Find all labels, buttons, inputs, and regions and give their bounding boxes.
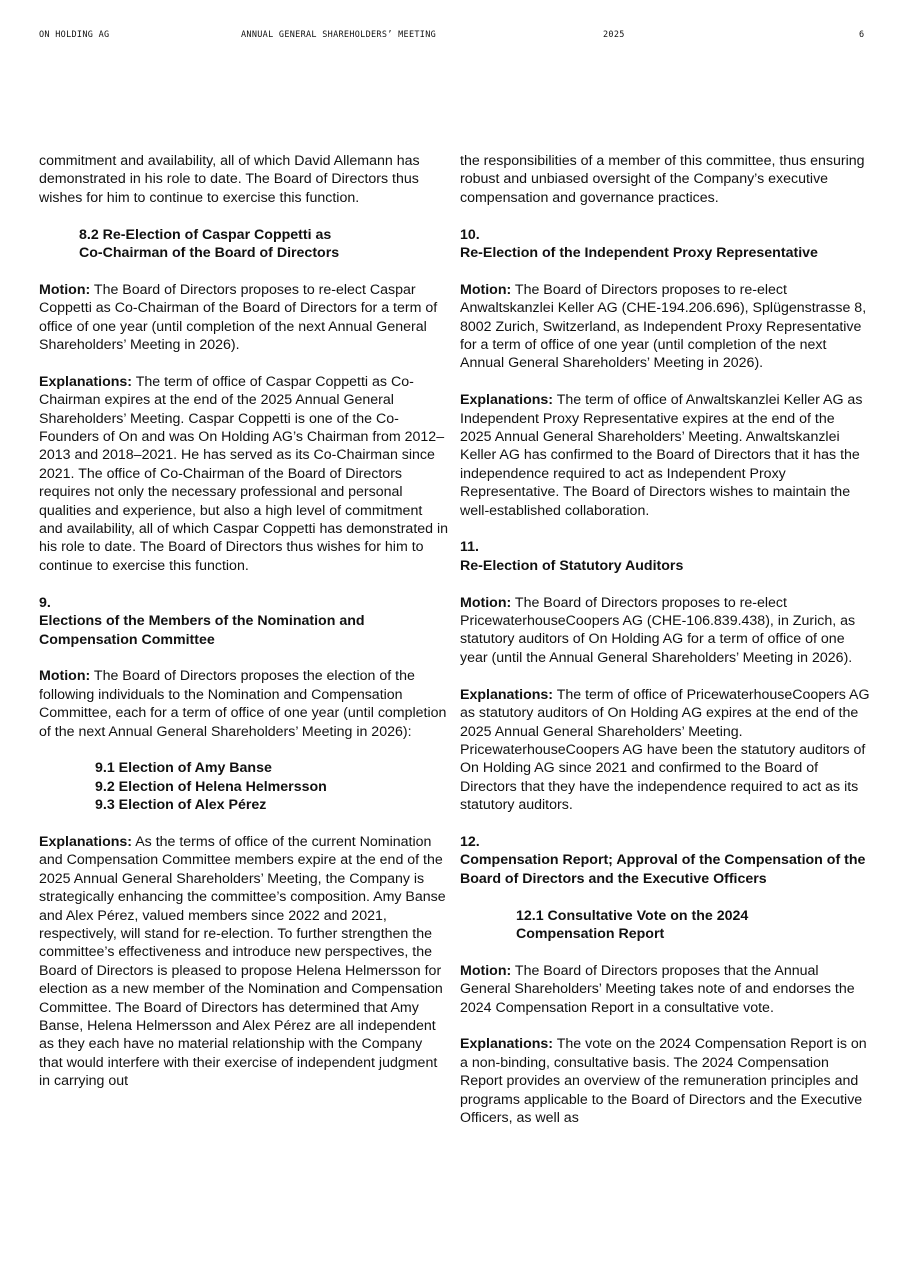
page-number: 6 (859, 30, 865, 40)
section-10-title: Re-Election of the Independent Proxy Representative (460, 245, 818, 262)
header-year: 2025 (603, 30, 625, 40)
list-item: 9.2 Election of Helena Helmersson (95, 778, 327, 795)
section-10-heading (460, 226, 870, 263)
section-9-election-list (95, 759, 449, 814)
section-11-number: 11. (460, 539, 479, 556)
section-11-heading (460, 538, 870, 575)
section-10-motion: Motion: The Board of Directors proposes to re-elect Anwaltskanzlei Keller AG (CHE-194.206.696), Splügenstrasse 8, 8002 Zurich, Switzerland, as Independent Proxy Representative for a term of office of one year (until completion of the next Annual General Shareholders’ Meeting in 2026). (460, 281, 867, 372)
section-12-explanations: Explanations: The vote on the 2024 Compensation Report is on a non-binding, consultative basis. The 2024 Compensation Report provides an overview of the remuneration principles and programs applicable to the Board of Directors and the Executive Officers, as well as (460, 1036, 867, 1126)
section-8-2-heading: 8.2 Re-Election of Caspar Coppetti as Co-Chairman of the Board of Directors (79, 226, 340, 262)
left-column (39, 152, 449, 1109)
section-10-number: 10. (460, 226, 480, 243)
header-company: ON HOLDING AG (39, 30, 110, 40)
section-9-title: Elections of the Members of the Nomination and Compensation Committee (39, 613, 365, 648)
section-11-explanations: Explanations: The term of office of PricewaterhouseCoopers AG as statutory auditors of On Holding AG expires at the end of the 2025 Annual General Shareholders’ Meeting. PricewaterhouseCoopers AG have been the statutory auditors of On Holding AG since 2021 and confirmed to the Board of Directors that they have the independence required to act as its statutory auditors. (460, 686, 870, 814)
list-item: 9.3 Election of Alex Pérez (95, 797, 267, 814)
section-12-1-heading: 12.1 Consultative Vote on the 2024 Compensation Report (516, 907, 749, 942)
section-9-explanations: Explanations: As the terms of office of the current Nomination and Compensation Committee members expire at the end of the 2025 Annual General Shareholders’ Meeting, the Company is strategically enhancing the committee’s composition. Amy Banse and Alex Pérez, valued members since 2022 and 2021, respectively, will stand for re-election. To further strengthen the committee’s effectiveness and introduce new perspectives, the Board of Directors is pleased to propose Helena Helmersson for election as a new member of the Nomination and Compensation Committee. The Board of Directors has determined that Amy Banse, Helena Helmersson and Alex Pérez are all independent as they each have no material relationship with the Company that would interfere with their exercise of independent judgment in carrying out (39, 833, 446, 1090)
header-title: ANNUAL GENERAL SHAREHOLDERS’ MEETING (241, 30, 437, 40)
right-column (460, 152, 870, 1146)
list-item: 9.1 Election of Amy Banse (95, 760, 272, 777)
section-11-motion: Motion: The Board of Directors proposes to re-elect PricewaterhouseCoopers AG (CHE-106.839.438), in Zurich, as statutory auditors of On Holding AG for a term of office of one year (until the Annual General Shareholders’ Meeting in 2026). (460, 594, 856, 666)
section-8-2-motion: Motion: The Board of Directors proposes to re-elect Caspar Coppetti as Co-Chairman of the Board of Directors for a term of office of one year (until completion of the next Annual General Shareholders’ Meeting in 2026). (39, 281, 438, 354)
section-12-heading (460, 833, 870, 888)
page-header (0, 30, 903, 44)
section-9-number: 9. (39, 594, 51, 611)
section-11-title: Re-Election of Statutory Auditors (460, 557, 684, 574)
section-12-number: 12. (460, 833, 480, 850)
section-8-2-explanations: Explanations: The term of office of Caspar Coppetti as Co-Chairman expires at the end of the 2025 Annual General Shareholders’ Meeting. Caspar Coppetti is one of the Co-Founders of On and was On Holding AG’s Chairman from 2012–2013 and 2018–2021. He has served as its Co-Chairman since 2021. The office of Co-Chairman of the Board of Directors requires not only the necessary professional and personal qualities and experience, but also a high level of commitment and availability, all of which Caspar Coppetti has demonstrated in his role to date. The Board of Directors thus wishes for him to continue to exercise this function. (39, 373, 449, 574)
section-9-heading (39, 594, 449, 649)
section-12-title: Compensation Report; Approval of the Compensation of the Board of Directors and the Executive Officers (460, 852, 866, 887)
section-9-motion: Motion: The Board of Directors proposes the election of the following individuals to the Nomination and Compensation Committee, each for a term of office of one year (until completion of the next Annual General Shareholders’ Meeting in 2026): (39, 668, 447, 740)
section-12-motion: Motion: The Board of Directors proposes that the Annual General Shareholders’ Meeting takes note of and endorses the 2024 Compensation Report in a consultative vote. (460, 962, 855, 1016)
left-intro-paragraph: commitment and availability, all of which David Allemann has demonstrated in his role to date. The Board of Directors thus wishes for him to continue to exercise this function. (39, 153, 420, 206)
right-intro-paragraph: the responsibilities of a member of this committee, thus ensuring robust and unbiased oversight of the Company’s executive compensation and governance practices. (460, 153, 865, 206)
section-10-explanations: Explanations: The term of office of Anwaltskanzlei Keller AG as Independent Proxy Representative expires at the end of the 2025 Annual General Shareholders’ Meeting. Anwaltskanzlei Keller AG has confirmed to the Board of Directors that it has the independence required to act as Independent Proxy Representative. The Board of Directors wishes to maintain the well-established collaboration. (460, 392, 863, 519)
